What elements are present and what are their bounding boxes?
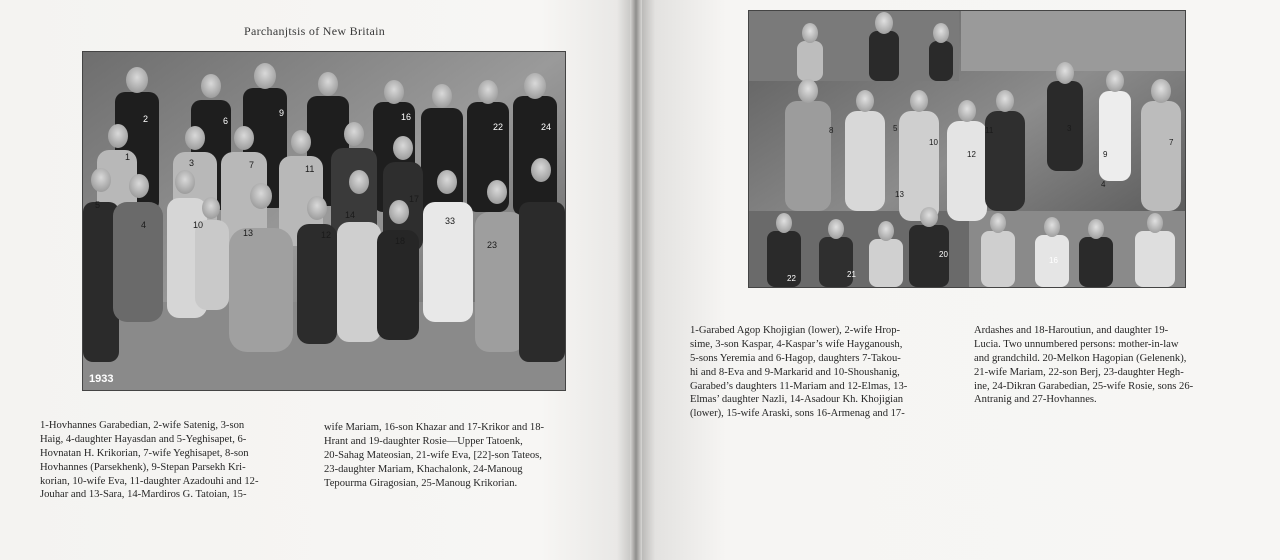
photo-marker: 4	[1101, 180, 1106, 189]
photo-marker: 2	[143, 114, 149, 124]
photo-marker: 13	[243, 228, 254, 238]
photo-marker: 1	[125, 152, 131, 162]
photo-marker: 21	[847, 270, 856, 279]
caption-line: Antranig and 27-Hovhannes.	[974, 394, 1097, 406]
book-gutter	[630, 0, 642, 560]
caption-line: Ardashes and 18-Haroutiun, and daughter 19-	[974, 325, 1169, 336]
photo-marker: 11	[305, 164, 315, 174]
photo-marker: 9	[279, 108, 285, 118]
caption-line: 23-daughter Mariam, Khachalonk, 24-Manoug	[324, 463, 523, 475]
caption-line: Tepourma Giragosian, 25-Manoug Krikorian.	[324, 477, 518, 489]
group-photo-1933-image	[83, 52, 565, 390]
caption-line: Lucia. Two unnumbered persons: mother-in-law	[974, 338, 1179, 350]
caption-line: Jouhar and 13-Sara, 14-Mardiros G. Tatoian, 15-	[40, 489, 247, 501]
caption-line: sime, 3-son Kaspar, 4-Kaspar’s wife Hayganoush,	[690, 338, 903, 350]
caption-line: (lower), 15-wife Araski, sons 16-Armenag and 17-	[690, 408, 905, 420]
caption-line: ine, 24-Dikran Garabedian, 25-wife Rosie, sons 26-	[974, 380, 1194, 392]
photo-marker: 12	[967, 150, 976, 159]
photo-marker: 10	[929, 138, 938, 147]
photo-marker: 3	[1067, 124, 1072, 133]
running-head: Parchanjtsis of New Britain	[244, 24, 386, 38]
caption-line: 20-Sahag Mateosian, 21-wife Eva, [22]-son Tateos,	[324, 449, 542, 461]
photo-marker: 6	[223, 116, 229, 126]
caption-line: and grandchild. 20-Melkon Hagopian (Gelenenk),	[974, 352, 1187, 364]
photo-marker: 22	[787, 274, 796, 283]
photo-marker: 7	[1169, 138, 1174, 147]
caption-line: Garabed’s daughters 11-Mariam and 12-Elmas, 13-	[690, 380, 908, 392]
photo-marker: 8	[829, 126, 834, 135]
photo-marker: 23	[487, 240, 498, 250]
caption-line: 21-wife Mariam, 22-son Berj, 23-daughter Hegh-	[974, 366, 1184, 378]
photo-marker: 16	[401, 112, 412, 122]
photo-marker: 3	[189, 158, 195, 168]
photo-marker: 9	[1103, 150, 1108, 159]
caption-line: wife Mariam, 16-son Khazar and 17-Krikor and 18-	[324, 422, 545, 433]
caption-line: 1-Hovhannes Garabedian, 2-wife Satenig, 3-son	[40, 420, 245, 431]
photo-marker: 18	[395, 236, 406, 246]
photo-marker: 24	[541, 122, 552, 132]
caption-line: korian, 10-wife Eva, 11-daughter Azadouhi and 12-	[40, 475, 259, 487]
caption-line: Haig, 4-daughter Hayasdan and 5-Yeghisapet, 6-	[40, 433, 247, 445]
caption-line: Hovhannes (Parsekhenk), 9-Stepan Parsekh Kri-	[40, 461, 246, 473]
photo-marker: 12	[321, 230, 332, 240]
photo-marker: 14	[345, 210, 356, 220]
photo-marker: 10	[193, 220, 204, 230]
caption-line: 5-sons Yeremia and 6-Hagop, daughters 7-Takou-	[690, 352, 901, 364]
photo-marker: 13	[895, 190, 904, 199]
photo-marker: 11	[985, 126, 994, 135]
photo-marker: 17	[409, 194, 420, 204]
photo-marker: 4	[141, 220, 147, 230]
photo-marker: 5	[95, 200, 101, 210]
photo-marker: 20	[939, 250, 948, 259]
left-caption-column-1	[40, 419, 306, 502]
family-collage-image	[749, 11, 1185, 287]
caption-line: Hrant and 19-daughter Rosie—Upper Tatoenk,	[324, 435, 523, 447]
photo-marker: 5	[893, 124, 898, 133]
photo-marker: 7	[249, 160, 255, 170]
photo-marker: 22	[493, 122, 504, 132]
left-caption-column-2	[324, 421, 590, 490]
caption-line: hi and 8-Eva and 9-Markarid and 10-Shoushanig,	[690, 366, 900, 378]
caption-line: 1-Garabed Agop Khojigian (lower), 2-wife Hrop-	[690, 325, 901, 336]
right-caption-column-1	[690, 324, 956, 421]
family-collage-photo	[748, 10, 1186, 288]
caption-line: Hovnatan H. Krikorian, 7-wife Yeghisapet, 8-son	[40, 447, 249, 459]
group-photo-1933	[82, 51, 566, 391]
photo-marker: 33	[445, 216, 456, 226]
photo-marker: 16	[1049, 256, 1058, 265]
right-caption-column-2	[974, 324, 1240, 407]
photo-year-label: 1933	[89, 373, 114, 385]
caption-line: Elmas’ daughter Nazli, 14-Asadour Kh. Khojigian	[690, 394, 904, 406]
